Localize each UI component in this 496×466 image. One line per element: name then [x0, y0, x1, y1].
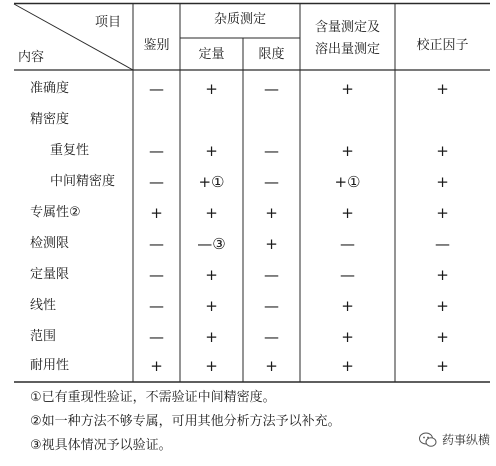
- cell-robustness-quantitative: +: [205, 357, 218, 375]
- cell-range-identification: —: [149, 328, 164, 346]
- row-label-detection-limit: 检测限: [30, 236, 70, 251]
- cell-linearity-quantitative: +: [205, 297, 218, 315]
- cell-detection-quantitative: —③: [197, 235, 226, 253]
- cell-detection-limit: +: [265, 235, 278, 253]
- cell-intermediate-limit: —: [264, 173, 279, 191]
- row-label-precision: 精密度: [30, 112, 70, 127]
- row-label-repeatability: 重复性: [50, 143, 90, 158]
- column-header-assay-line2: 溶出量测定: [314, 42, 380, 57]
- column-header-identification: 鉴别: [143, 38, 170, 53]
- watermark-text: 药事纵横: [441, 433, 490, 447]
- cell-quantitation-correction: +: [436, 266, 449, 284]
- cell-linearity-assay: +: [341, 297, 354, 315]
- cell-detection-assay: —: [340, 235, 355, 253]
- row-label-specificity: 专属性②: [30, 205, 81, 220]
- footnote-2: ②如一种方法不够专属，可用其他分析方法予以补充。: [30, 414, 341, 429]
- cell-specificity-quantitative: +: [205, 204, 218, 222]
- cell-specificity-correction: +: [436, 204, 449, 222]
- cell-intermediate-correction: +: [436, 173, 449, 191]
- cell-range-limit: —: [264, 328, 279, 346]
- cell-range-assay: +: [341, 328, 354, 346]
- corner-header-top: 项目: [95, 15, 122, 30]
- column-header-quantitative: 定量: [198, 47, 225, 62]
- wechat-icon: [419, 432, 437, 448]
- footnote-3: ③视具体情况予以验证。: [30, 438, 172, 453]
- cell-accuracy-correction: +: [436, 80, 449, 98]
- column-header-limit: 限度: [258, 47, 285, 62]
- column-header-correction: 校正因子: [416, 38, 469, 53]
- cell-detection-correction: —: [435, 235, 450, 253]
- cell-range-quantitative: +: [205, 328, 218, 346]
- watermark: [419, 431, 490, 448]
- row-label-range: 范围: [30, 329, 57, 344]
- cell-quantitation-assay: —: [340, 266, 355, 284]
- cell-robustness-correction: +: [436, 357, 449, 375]
- cell-intermediate-quantitative: +①: [198, 173, 225, 191]
- cell-repeatability-correction: +: [436, 142, 449, 160]
- cell-accuracy-assay: +: [341, 80, 354, 98]
- cell-intermediate-identification: —: [149, 173, 164, 191]
- column-header-impurity: 杂质测定: [213, 12, 266, 27]
- corner-header-bottom: 内容: [18, 50, 45, 65]
- cell-repeatability-assay: +: [341, 142, 354, 160]
- footnote-1: ①已有重现性验证，不需验证中间精密度。: [30, 390, 276, 405]
- row-label-intermediate-precision: 中间精密度: [50, 174, 116, 189]
- cell-linearity-correction: +: [436, 297, 449, 315]
- row-label-quantitation-limit: 定量限: [30, 267, 70, 282]
- row-label-robustness: 耐用性: [30, 358, 70, 373]
- cell-quantitation-identification: —: [149, 266, 164, 284]
- row-label-accuracy: 准确度: [30, 81, 70, 96]
- cell-detection-identification: —: [149, 235, 164, 253]
- cell-linearity-identification: —: [149, 297, 164, 315]
- cell-robustness-assay: +: [341, 357, 354, 375]
- column-header-assay-line1: 含量测定及: [314, 20, 380, 35]
- cell-intermediate-assay: +①: [334, 173, 361, 191]
- cell-repeatability-limit: —: [264, 142, 279, 160]
- cell-quantitation-quantitative: +: [205, 266, 218, 284]
- cell-specificity-limit: +: [265, 204, 278, 222]
- cell-repeatability-quantitative: +: [205, 142, 218, 160]
- cell-robustness-limit: +: [265, 357, 278, 375]
- cell-accuracy-identification: —: [149, 80, 164, 98]
- cell-specificity-identification: +: [150, 204, 163, 222]
- cell-robustness-identification: +: [150, 357, 163, 375]
- cell-range-correction: +: [436, 328, 449, 346]
- cell-specificity-assay: +: [341, 204, 354, 222]
- cell-accuracy-limit: —: [264, 80, 279, 98]
- cell-linearity-limit: —: [264, 297, 279, 315]
- cell-quantitation-limit: —: [264, 266, 279, 284]
- cell-repeatability-identification: —: [149, 142, 164, 160]
- row-label-linearity: 线性: [30, 298, 57, 313]
- cell-accuracy-quantitative: +: [205, 80, 218, 98]
